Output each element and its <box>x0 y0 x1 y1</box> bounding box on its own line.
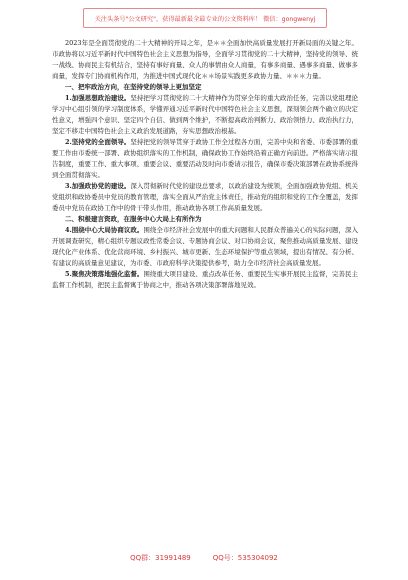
item-lead-2: 2.坚持党的全面领导。 <box>65 138 131 146</box>
item-text-1: 坚持把学习贯彻党的二十大精神作为贯穿全年的重大政治任务，完善以党组理论学习中心组引领的学习制度体系，学懂弄通习近平新时代中国特色社会主义思想，深刻领会两个确立的决定性意义，增强四个意识、坚定四个自信、做到两个维护，不断提高政治判断力、政治领悟力、政治执行力，坚定不移走中国特色社会主义政治发展道路，夯实思想政治根基。 <box>52 94 359 135</box>
section-heading-2: 二、积极建言资政，在服务中心大局上有所作为 <box>65 215 202 223</box>
item-paragraph-5 <box>52 269 358 291</box>
item-lead-1: 1.加强思想政治建设。 <box>65 94 131 102</box>
item-lead-4: 4.围绕中心大局协商议政。 <box>65 226 144 234</box>
item-text-3: 深入贯彻新时代党的建设总要求，以政治建设为统领，全面加强政协党组、机关党组织和政协委员中党员的教育管理，落实全面从严治党主体责任，推动党的组织和党的工作全覆盖，发挥委员中党员在政协工作中的骨干带头作用，推动政协各项工作高质量发展。 <box>52 182 359 212</box>
footer-qq-id: QQ号：535304092 <box>212 554 278 562</box>
item-paragraph-3 <box>52 181 358 214</box>
item-lead-5: 5.聚焦决策落地强化监督。 <box>65 270 144 278</box>
item-text-5: 围绕重大项目建设、重点改革任务、重要民生实事开展民主监督，完善民主监督工作机制，把民主监督寓于协商之中，推动各项决策部署落地见效。 <box>52 270 358 289</box>
section-heading-1: 一、把牢政治方向，在坚持党的领导上更加坚定 <box>65 83 202 91</box>
item-paragraph-1 <box>52 93 358 137</box>
item-paragraph-2 <box>52 137 358 181</box>
item-lead-3: 3.加强政协党的建设。 <box>65 182 131 190</box>
item-paragraph-4 <box>52 225 358 269</box>
footer-qq-group: QQ群：31991489 <box>130 554 191 562</box>
header-banner[interactable]: 关注头条号"公文研究"，获得最新最全最专业的公文资料库！ 微信：gongwenyj <box>83 8 327 28</box>
footer-contacts <box>0 553 408 565</box>
item-text-4: 围绕全市经济社会发展中的重大问题和人民群众普遍关心的实际问题，深入开展调查研究，精心组织专题议政性常委会议、专题协商会议、对口协商会议，聚焦推动高质量发展、建设现代化产业体系、优化营商环境、乡村振兴、城市更新、生态环境保护等重点领域，提出有情况、有分析、有建议的高质量意见建议，为市委、市政府科学决策提供参考，助力全市经济社会高质量发展。 <box>52 226 358 267</box>
item-text-2: 坚持把党的领导贯穿于政协工作全过程各方面，完善中央和省委、市委部署的重要工作由市委统一部署、政协组织落实的工作机制，确保政协工作始终沿着正确方向前进。严格落实请示报告制度，重要工作、重大事项、重要会议、重要活动及时向市委请示报告，确保市委决策部署在政协系统得到全面贯彻落实。 <box>52 138 359 179</box>
document-body <box>52 38 358 291</box>
intro-paragraph: 2023年是全面贯彻党的二十大精神的开局之年，是＊＊全面加快高质量发展打开新局面的关键之年。市政协将以习近平新时代中国特色社会主义思想为指导，全面学习贯彻党的二十大精神，坚持党的领导、统一战线、协商民主有机结合，坚持有事好商量、众人的事情由众人商量，有事多商量、遇事多商量、做事多商量，发挥专门协商机构作用，为推进中国式现代化＊＊场景实践更多政协力量、＊＊＊力量。 <box>52 39 358 80</box>
